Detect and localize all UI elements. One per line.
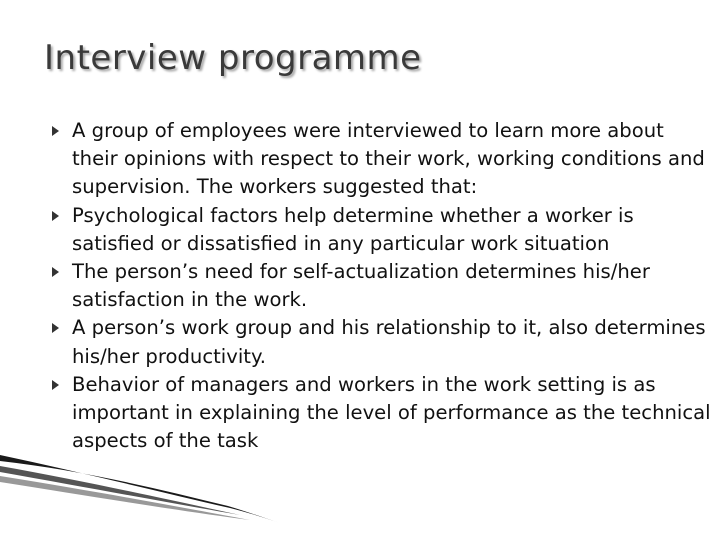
bullet-text: A person’s work group and his relationship to it, also determines his/her productivity. <box>72 316 706 368</box>
bullet-text: The person’s need for self-actualization determines his/her satisfaction in the work. <box>72 260 650 312</box>
bullet-text: A group of employees were interviewed to learn more about their opinions with respect to their work, working conditions and supervision. The workers suggested that: <box>72 119 705 199</box>
bullet-text: Psychological factors help determine whether a worker is satisfied or dissatisfied in any particular work situation <box>72 203 634 255</box>
slide-title: Interview programme <box>44 38 422 78</box>
bullet-text: Behavior of managers and workers in the work setting is as important in explaining the level of performance as the technical aspects of the task <box>72 372 711 453</box>
